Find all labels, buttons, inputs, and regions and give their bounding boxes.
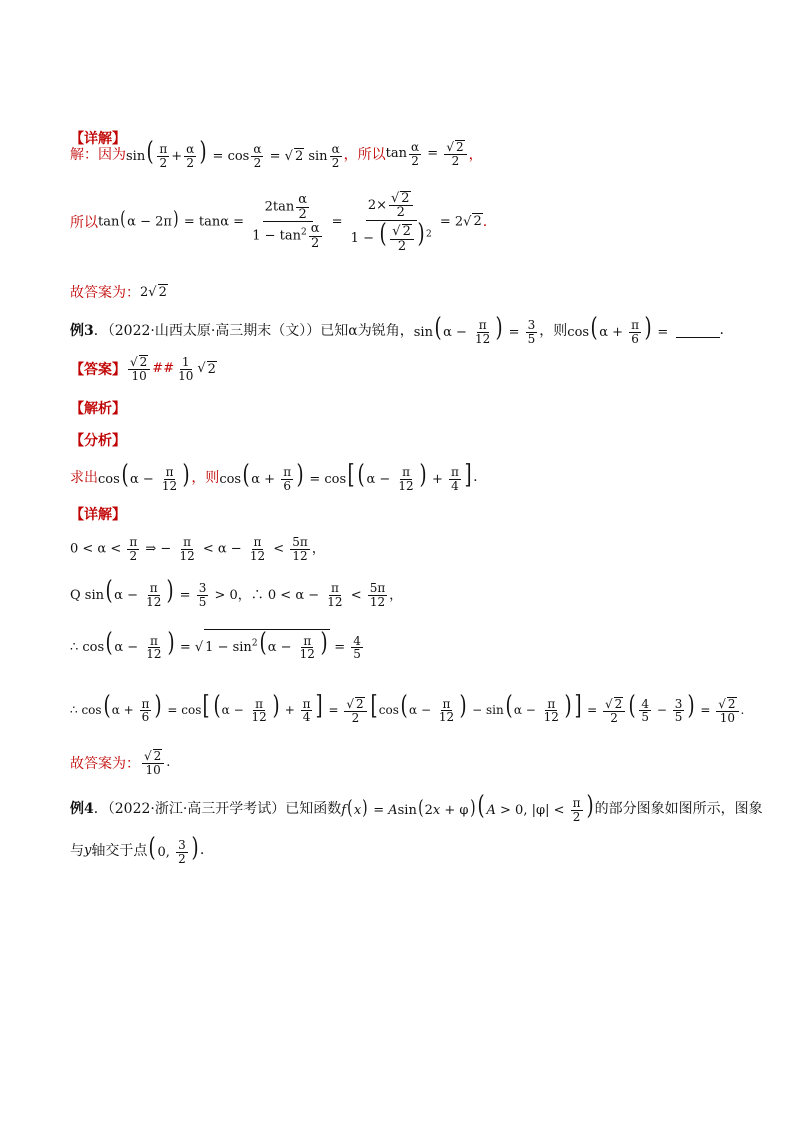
sol-suffix: ， xyxy=(468,147,483,163)
parse-tag-label: 【解析】 xyxy=(70,401,126,417)
sol-tan: tan $\frac{\alpha}{2}$ = $\frac{√ 2}{2}$ xyxy=(386,140,469,167)
detail-heading-2 xyxy=(70,504,724,524)
example3-source: ．（2022·山西太原·高三期末（文））已知 xyxy=(93,323,349,339)
analysis-tag-line xyxy=(70,430,724,450)
detail-heading-1-text: 【详解】 xyxy=(70,131,126,147)
example4-line2-end: . xyxy=(199,842,205,858)
solution-line-1 xyxy=(70,134,724,174)
example4-func: f(x) = Asin(2x + φ) ( A > 0, |φ| < $\frac{\pi}{2}$ ) xyxy=(341,790,594,824)
example4-line2-prefix: 与 xyxy=(70,843,84,859)
answer-blank xyxy=(676,323,719,338)
answer-line-2 xyxy=(70,744,724,782)
example3-ask: cos( α + $\frac{\pi}{6}$ ) = xyxy=(567,312,669,346)
step-3-math: ∴ cos( α − $\frac{\pi}{12}$ ) = √ $1 - \sin^2$( α − $\frac{\pi}{12}$ ) = $\frac{4}{5}$ xyxy=(70,628,361,662)
example3-end: . xyxy=(719,322,724,338)
analysis-line xyxy=(70,458,724,496)
answer-tag-line xyxy=(70,352,724,386)
example3-given: sin( α − $\frac{\pi}{12}$ ) = $\frac{3}{5}$ xyxy=(413,312,536,346)
answer-line-1 xyxy=(70,282,724,302)
example4-point: ( 0, $\frac{3}{2}$ ) xyxy=(148,832,199,866)
step-4-math: ∴ cos( α + $\frac{\pi}{6}$ ) = cos[ ( α − $\frac{\pi}{12}$ ) + $\frac{\pi}{4}$ ] = $\frac{√ 2}{2}$ [ cos( α − $\frac{\pi}{12}$ ) − sin( α − $\frac{\pi}{12}$ ) ] = $\frac{√ 2}{2}$ ( $\frac{4}{5}$ − $\frac{3}{5}$ ) = $\frac{√ 2}{10}$ . xyxy=(70,691,745,725)
answer1-label: 故答案为： xyxy=(70,285,140,301)
answer2-value: $\frac{√ 2}{10}$ . xyxy=(144,749,171,777)
step-1-math: 0 < α < $\frac{\pi}{2}$ ⇒ − $\frac{\pi}{12}$ < α − $\frac{\pi}{12}$ < $\frac{5\pi}{12}$ ， xyxy=(70,534,325,563)
example-3-line xyxy=(70,312,724,348)
tan-prefix: 所以 xyxy=(70,215,98,231)
detail-heading-2-text: 【详解】 xyxy=(70,507,126,523)
sol-prefix: 解：因为 xyxy=(70,147,126,163)
step-2-math: Q sin( α − $\frac{\pi}{12}$ ) = $\frac{3}{5}$ > 0，∴ 0 < α − $\frac{\pi}{12}$ < $\frac{5\pi}{12}$ ， xyxy=(70,575,403,609)
tan-equation: tan(α − 2π) = tanα = 2tan $\frac{\alpha}{2}$ $1 - \tan^2$ $\frac{\alpha}{2}$ = 2× $\frac{√ 2}{2}$ 1 − ( $\frac{√ 2}{2}$ ) $^2$ = 2√ 2 xyxy=(98,190,482,254)
tan-suffix: . xyxy=(482,214,488,230)
example3-cond: α为锐角， xyxy=(348,323,414,339)
answer-tag-value: $\frac{√ 2}{10}$ ## $\frac{1}{10}$ √ 2 xyxy=(130,354,216,383)
sol-mid: ，所以 xyxy=(343,147,386,163)
example3-then: ，则 xyxy=(539,323,568,339)
analysis-prefix: 求出 xyxy=(70,470,98,486)
solution-line-2 xyxy=(70,180,724,264)
answer1-value: 2√ 2 xyxy=(140,285,167,300)
example4-label: 例4 xyxy=(70,801,94,817)
example4-tail: 的部分图象如图所示，图象 xyxy=(594,801,763,817)
analysis-a: cos( α − $\frac{\pi}{12}$ ) xyxy=(98,459,190,493)
analysis-b: cos( α + $\frac{\pi}{6}$ ) = cos[ ( α − $\frac{\pi}{12}$ ) + $\frac{\pi}{4}$ ] xyxy=(219,459,472,493)
step-2 xyxy=(70,574,724,612)
example4-y: y xyxy=(84,842,92,858)
example4-line2-mid: 轴交于点 xyxy=(91,843,148,859)
analysis-tag-label: 【分析】 xyxy=(70,433,126,449)
answer-tag-label: 【答案】 xyxy=(70,362,126,378)
analysis-mid: ，则 xyxy=(191,470,220,486)
example-4-line-2 xyxy=(70,830,724,870)
sol-equation: sin( $\frac{\pi}{2}$ + $\frac{\alpha}{2}$ ) = cos $\frac{\alpha}{2}$ = √ 2 sin $\frac{\alpha}{2}$ xyxy=(126,136,340,170)
example4-source: ．（2022·浙江·高三开学考试）已知函数 xyxy=(93,801,342,817)
step-1 xyxy=(70,530,724,568)
step-4 xyxy=(70,688,745,730)
answer2-label: 故答案为： xyxy=(70,756,140,772)
step-3 xyxy=(70,624,724,666)
parse-tag-line xyxy=(70,398,724,418)
example3-label: 例3 xyxy=(70,323,94,339)
analysis-end: . xyxy=(473,469,478,485)
example-4-line-1 xyxy=(70,788,763,828)
